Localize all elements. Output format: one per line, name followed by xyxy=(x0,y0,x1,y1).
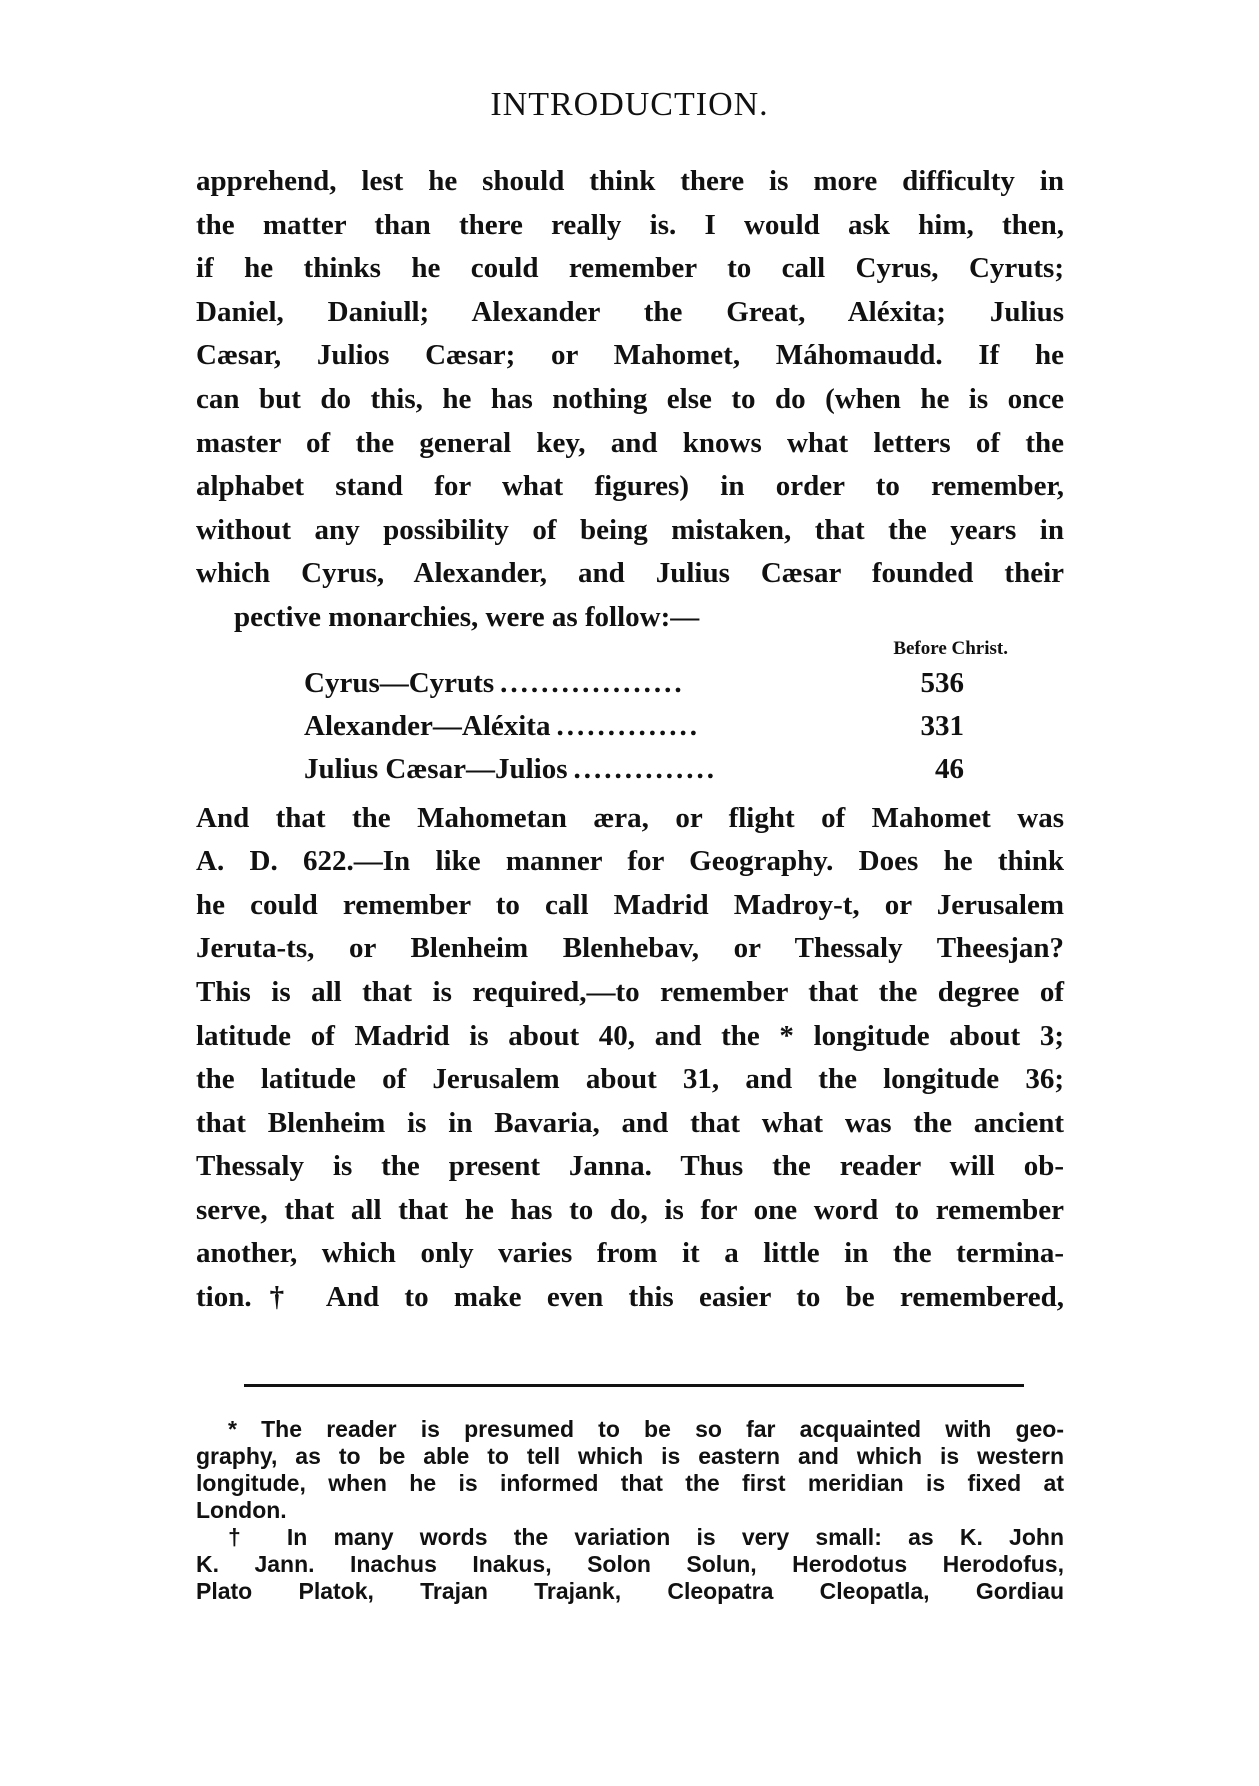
text-line: Cæsar, Julios Cæsar; or Mahomet, Máhomaudd. If he xyxy=(196,339,1064,372)
footnote-line: London. xyxy=(196,1497,287,1523)
text-line: the latitude of Jerusalem about 31, and the longitude 36; xyxy=(196,1063,1064,1096)
text-line: tion.† And to make even this easier to be remembered, xyxy=(196,1281,1064,1314)
body-text xyxy=(196,160,1064,1320)
table-row xyxy=(304,705,964,748)
text-line: that Blenheim is in Bavaria, and that what was the ancient xyxy=(196,1106,1064,1139)
table-column-header: Before Christ. xyxy=(893,637,1008,659)
text-line: Daniel, Daniull; Alexander the Great, Aléxita; Julius xyxy=(196,295,1064,328)
footnote-line: * The reader is presumed to be so far acquainted with geo- xyxy=(228,1416,1064,1442)
table-row-name: Alexander—Aléxita xyxy=(304,709,551,742)
text-line: can but do this, he has nothing else to do (when he is once xyxy=(196,382,1064,415)
text-line: latitude of Madrid is about 40, and the * longitude about 3; xyxy=(196,1019,1064,1052)
page-title: INTRODUCTION. xyxy=(490,86,769,123)
table-row-leader: .................. xyxy=(500,666,685,699)
footnote-line: longitude, when he is informed that the first meridian is fixed at xyxy=(196,1470,1064,1496)
body-text-continued xyxy=(196,797,1064,1320)
text-line: alphabet stand for what figures) in order to remember, xyxy=(196,470,1064,503)
table-row xyxy=(304,748,964,791)
text-line: A. D. 622.—In like manner for Geography. Does he think xyxy=(196,845,1064,878)
footnotes xyxy=(196,1416,1064,1605)
dates-table xyxy=(304,662,964,791)
footnote-line: graphy, as to be able to tell which is eastern and which is western xyxy=(196,1443,1064,1469)
footnote-line: K. Jann. Inachus Inakus, Solon Solun, Herodotus Herodofus, xyxy=(196,1551,1064,1577)
footnote-rule xyxy=(244,1384,1024,1387)
text-line: And that the Mahometan æra, or flight of Mahomet was xyxy=(196,801,1064,834)
text-line: apprehend, lest he should think there is more difficulty in xyxy=(196,165,1064,197)
table-row-value: 46 xyxy=(935,752,964,785)
text-line: master of the general key, and knows what letters of the xyxy=(196,426,1064,459)
footnote-line: Plato Platok, Trajan Trajank, Cleopatra Cleopatla, Gordiau xyxy=(196,1578,1064,1604)
text-line: he could remember to call Madrid Madroy-t, or Jerusalem xyxy=(196,888,1064,921)
table-row-value: 331 xyxy=(920,709,964,742)
table-row-leader: .............. xyxy=(573,752,717,785)
table-row-name: Julius Cæsar—Julios xyxy=(304,752,568,785)
text-line: which Cyrus, Alexander, and Julius Cæsar founded their xyxy=(196,557,1064,590)
text-line: serve, that all that he has to do, is for one word to remember xyxy=(196,1193,1064,1226)
text-line: pective monarchies, were as follow:— xyxy=(234,600,700,633)
text-line: the matter than there really is. I would ask him, then, xyxy=(196,208,1064,241)
text-line: Jeruta-ts, or Blenheim Blenhebav, or Thessaly Theesjan? xyxy=(196,932,1064,965)
text-line: another, which only varies from it a little in the termina- xyxy=(196,1237,1064,1270)
table-row xyxy=(304,662,964,705)
text-line: without any possibility of being mistaken, that the years in xyxy=(196,513,1064,546)
text-line: if he thinks he could remember to call Cyrus, Cyruts; xyxy=(196,252,1064,285)
text-line: Thessaly is the present Janna. Thus the reader will ob- xyxy=(196,1150,1064,1183)
footnote-line: † In many words the variation is very small: as K. John xyxy=(228,1524,1064,1550)
table-row-leader: .............. xyxy=(556,709,700,742)
table-row-value: 536 xyxy=(920,666,964,699)
text-line: This is all that is required,—to remember that the degree of xyxy=(196,975,1064,1008)
table-row-name: Cyrus—Cyruts xyxy=(304,666,495,699)
